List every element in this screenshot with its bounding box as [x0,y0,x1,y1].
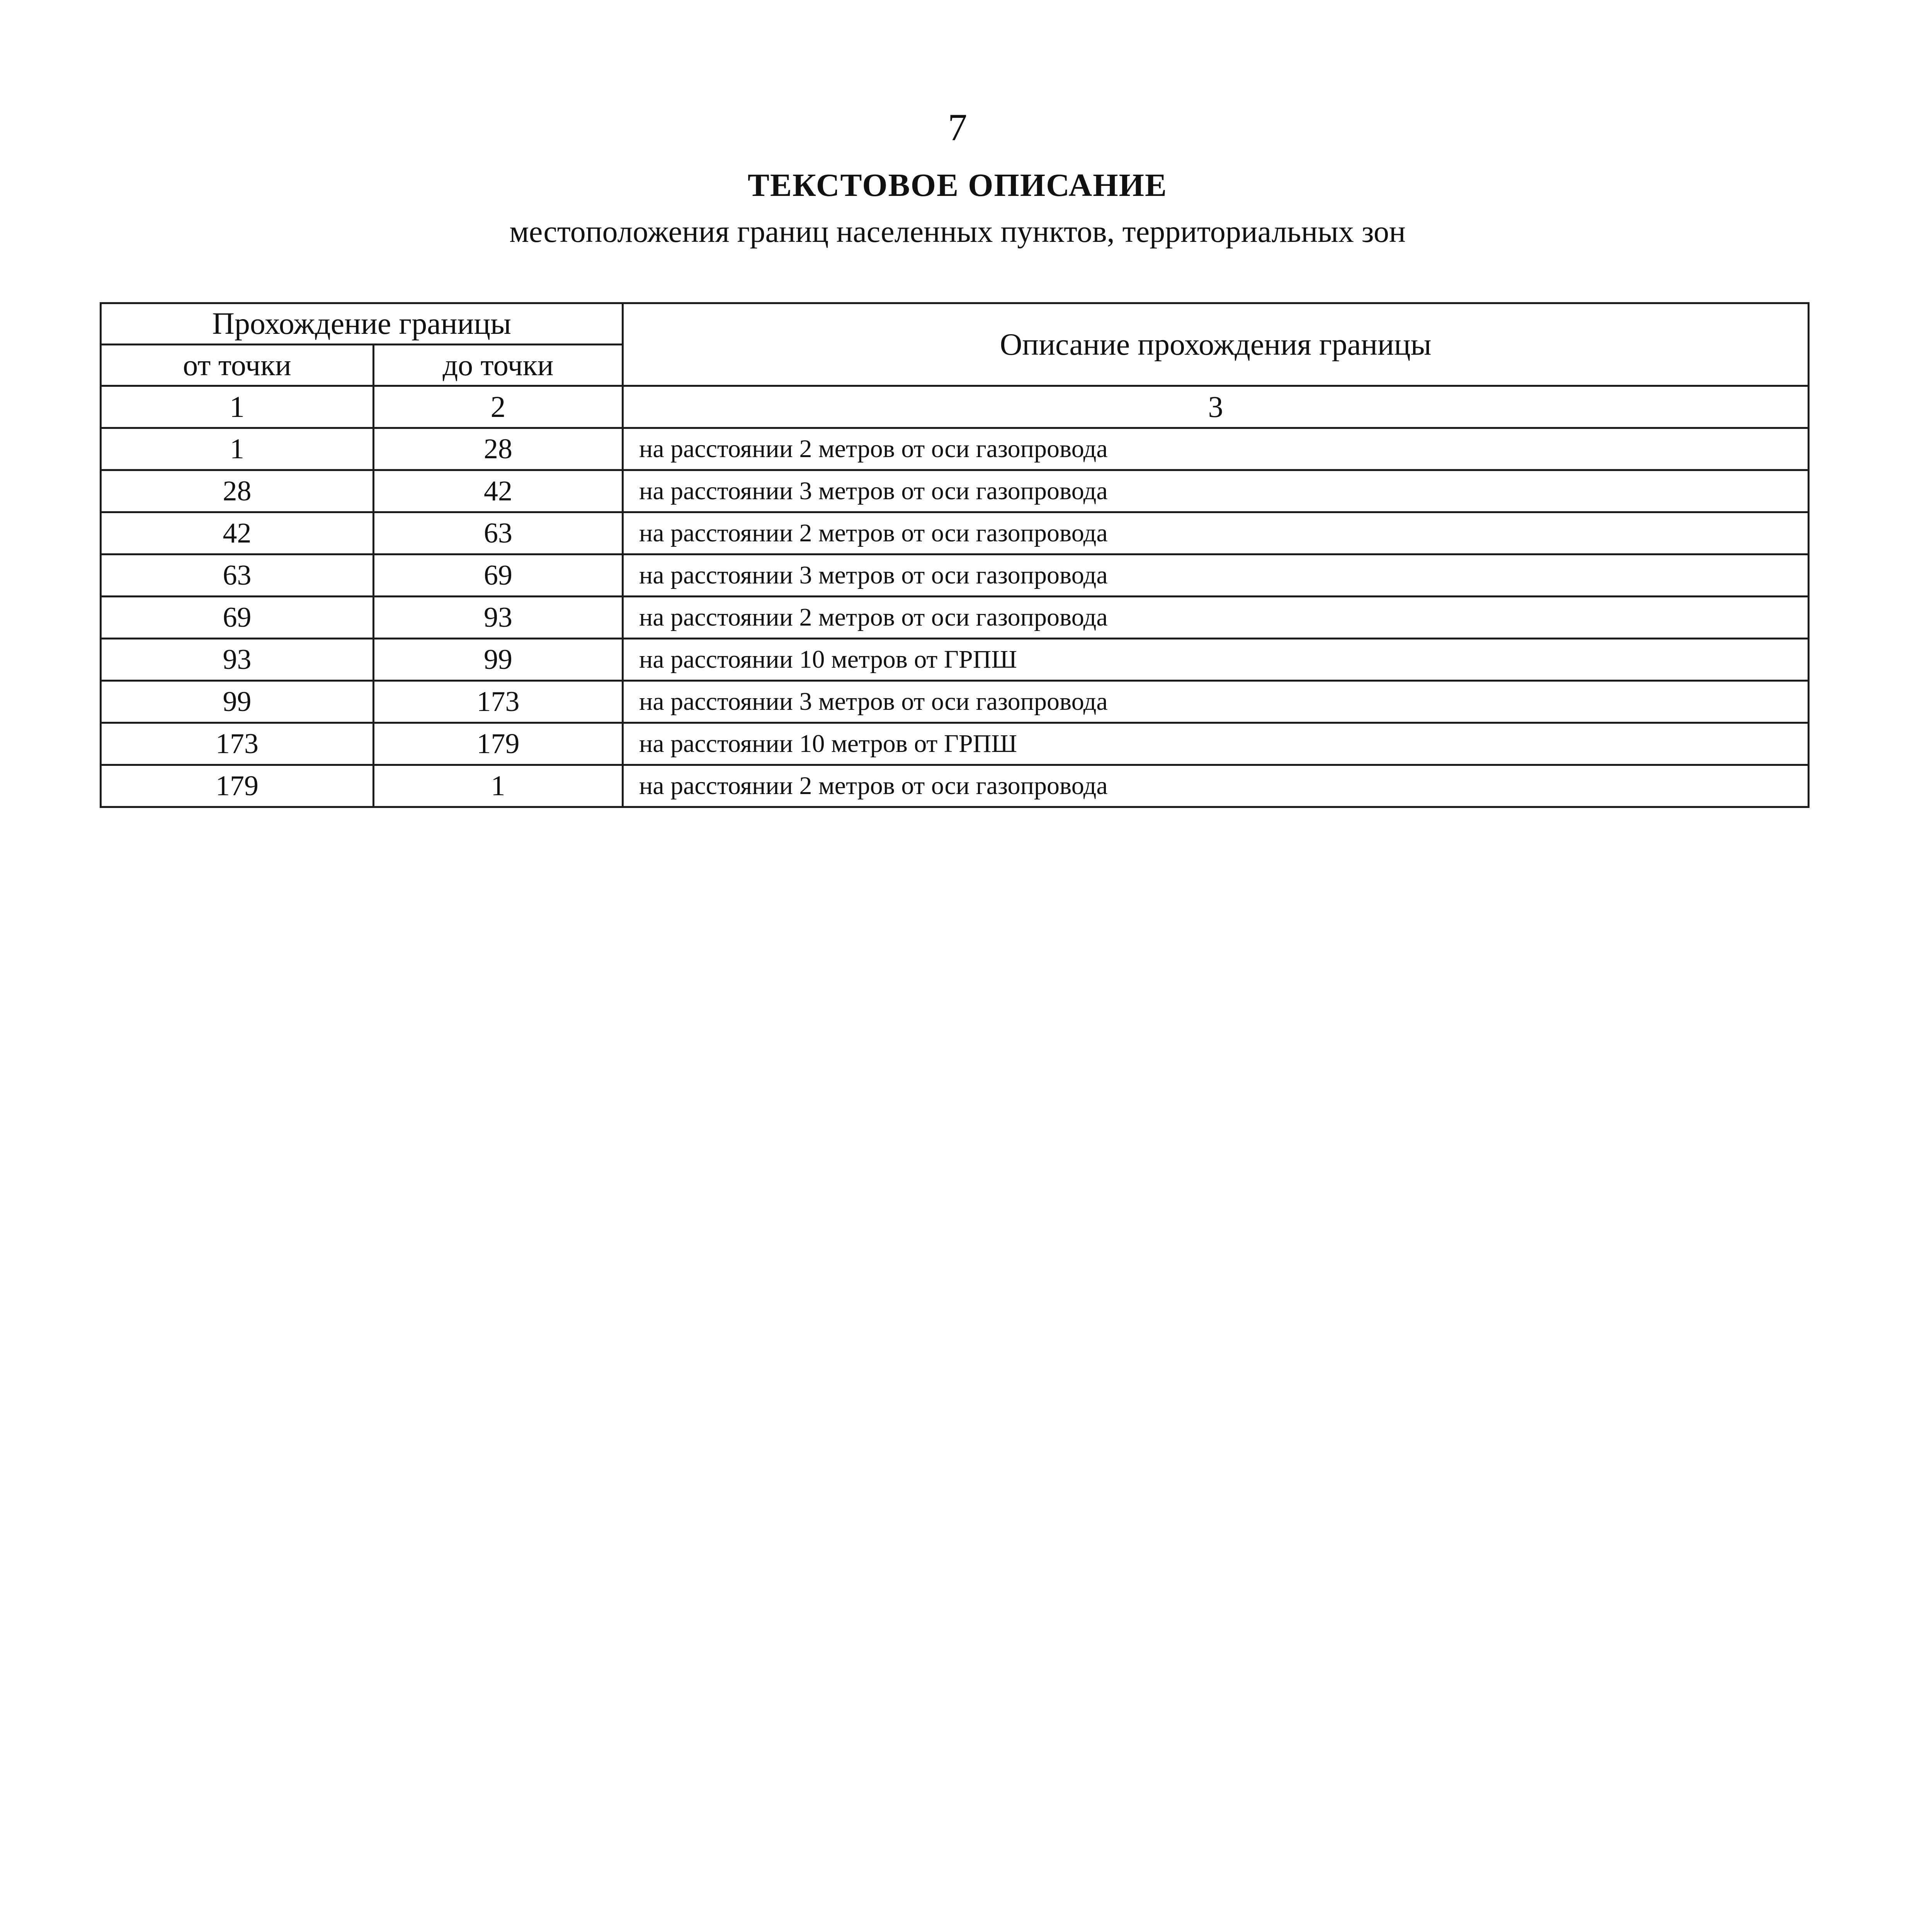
to-point-cell: 99 [374,639,623,681]
column-number: 2 [374,386,623,428]
from-point-cell: 28 [101,470,374,512]
boundary-description-table [100,302,1810,808]
to-point-cell: 69 [374,554,623,597]
description-cell: на расстоянии 2 метров от оси газопровода [623,512,1809,554]
table-row [101,597,1809,639]
from-point-cell: 69 [101,597,374,639]
to-point-cell: 93 [374,597,623,639]
from-point-cell: 1 [101,428,374,470]
header-boundary-passage: Прохождение границы [101,303,623,345]
from-point-cell: 173 [101,723,374,765]
description-cell: на расстоянии 3 метров от оси газопровода [623,470,1809,512]
to-point-cell: 173 [374,681,623,723]
to-point-cell: 179 [374,723,623,765]
description-cell: на расстоянии 2 метров от оси газопровода [623,428,1809,470]
header-description: Описание прохождения границы [623,303,1809,386]
from-point-cell: 179 [101,765,374,807]
column-number: 3 [623,386,1809,428]
description-cell: на расстоянии 3 метров от оси газопровода [623,681,1809,723]
description-cell: на расстоянии 10 метров от ГРПШ [623,723,1809,765]
description-cell: на расстоянии 3 метров от оси газопровода [623,554,1809,597]
document-subtitle: местоположения границ населенных пунктов, территориальных зон [509,215,1406,249]
table-row [101,681,1809,723]
header-from-point: от точки [101,345,374,386]
table-row [101,428,1809,470]
page-number: 7 [948,106,967,149]
description-cell: на расстоянии 10 метров от ГРПШ [623,639,1809,681]
to-point-cell: 1 [374,765,623,807]
column-number: 1 [101,386,374,428]
table-row [101,723,1809,765]
from-point-cell: 93 [101,639,374,681]
to-point-cell: 63 [374,512,623,554]
table-row [101,765,1809,807]
from-point-cell: 42 [101,512,374,554]
from-point-cell: 99 [101,681,374,723]
to-point-cell: 42 [374,470,623,512]
table-row [101,554,1809,597]
table-row [101,470,1809,512]
table-row [101,639,1809,681]
from-point-cell: 63 [101,554,374,597]
description-cell: на расстоянии 2 метров от оси газопровода [623,597,1809,639]
column-number-row [101,386,1809,428]
header-to-point: до точки [374,345,623,386]
to-point-cell: 28 [374,428,623,470]
description-cell: на расстоянии 2 метров от оси газопровода [623,765,1809,807]
table-row [101,512,1809,554]
document-title: ТЕКСТОВОЕ ОПИСАНИЕ [747,167,1168,203]
